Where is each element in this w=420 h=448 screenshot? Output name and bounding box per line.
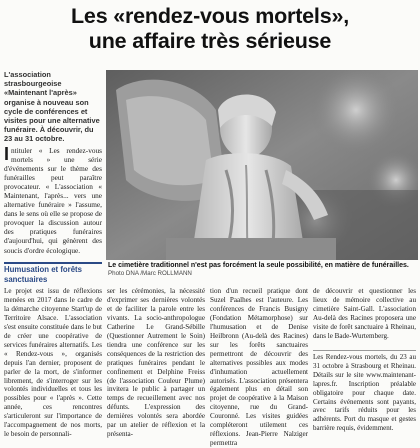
article-column-2 — [107, 287, 205, 439]
dropcap: I — [4, 144, 10, 164]
article-column-1 — [4, 287, 102, 439]
practical-info-box: Les Rendez-vous mortels, du 23 au 31 octobre à Strasbourg et Rheinau. Détails sur le site www.maintenant-lapres.fr. Inscription préalable obligatoire pour chaque date. Certains événements sont payants, avec tarifs réduits pour les adhérents. Port du masque et gestes barrière requis, évidemment. — [313, 350, 416, 433]
intro-paragraph — [4, 146, 102, 255]
photo-credit: Photo DNA /Marc ROLLMANN — [108, 270, 192, 278]
section-subhead: Humusation et forêts sanctuaires — [4, 262, 102, 284]
article-column-3 — [210, 287, 308, 448]
headline-line-1: Les «rendez-vous mortels», — [71, 4, 349, 28]
column-1-text: Le projet est issu de réflexions menées en 2017 dans le cadre de la démarche citoyenne Start'up de Territoire Alsace. L'association s'est ensuite constituée dans le but de créer une coopérative de services funéraires alternatifs. Les « Rendez-vous », organisés depuis l'an dernier, proposent de parler de la mort, de s'informer librement, de s'interroger sur les volontés individuelles et tous les possibles pour « l'après ». Cette année, ces rencontres s'articuleront sur l'importance de l'accompagnement de nos morts, le besoin de personnali- — [4, 287, 102, 439]
headline — [0, 4, 420, 54]
intro-text: ntituler « Les rendez-vous mortels » une série d'événements sur le thème des funérailles peut paraître provocateur. « L'association « Maintenant, l'après... vers une alternative funéraire » l'assume, dans le sens où elle se propose de provoquer la discussion autour des pratiques funéraires d'aujourd'hui, qui génèrent des soucis d'ordre écologique. — [4, 146, 102, 255]
column-2-text: ser les cérémonies, la nécessité d'exprimer ses dernières volontés et de faciliter la parole entre les vivants. La socio-anthropologue Catherine Le Grand-Sébille (Questionner Autrement le Soin) tiendra une conférence sur les conséquences de la restriction des pratiques funéraires pendant le confinement et Delphine Freiss (de l'association Couleur Plume) invitera le public à partager un temps de recueillement avec nos défunts. L'expression des dernières volontés sera abordée par un atelier de réflexion et la présenta- — [107, 287, 205, 439]
lede-paragraph: L'association strasbourgeoise «Maintenant l'après» organise à nouveau son cycle de conférences et visites pour une alternative funéraire. À découvrir, du 23 au 31 octobre. — [4, 70, 100, 144]
angel-statue-image — [106, 70, 418, 260]
column-3-text: tion d'un recueil pratique dont Suzel Paalhes est l'auteure. Les conférences de Francis Busigny (Fondation Métamorphose) sur l'humusation et de Denise Heilbronn (Au-delà des Racines) sur les forêts sanctuaires permettront de découvrir des alternatives possibles aux modes d'inhumation actuellement autorisés. L'association présentera également plus en détail son projet de coopérative à la Maison citoyenne, rue du Grand-Couronné. Les visites guidées compléteront utilement ces réflexions. Jean-Pierre Nalziger permettra — [210, 287, 308, 448]
column-4-text: de découvrir et questionner les lieux de mémoire collective au cimetière Saint-Gall. L'association Au-delà des Racines proposera une visite de forêt sanctuaire à Rheinau, dans le Bade-Wurtemberg. — [313, 287, 416, 340]
article-column-4 — [313, 287, 416, 341]
photo-caption — [108, 262, 418, 279]
cemetery-photo — [106, 70, 418, 260]
headline-line-2: une affaire très sérieuse — [88, 29, 332, 53]
caption-text: Le cimetière traditionnel n'est pas forcément la seule possibilité, en matière de funérailles. — [108, 262, 409, 269]
